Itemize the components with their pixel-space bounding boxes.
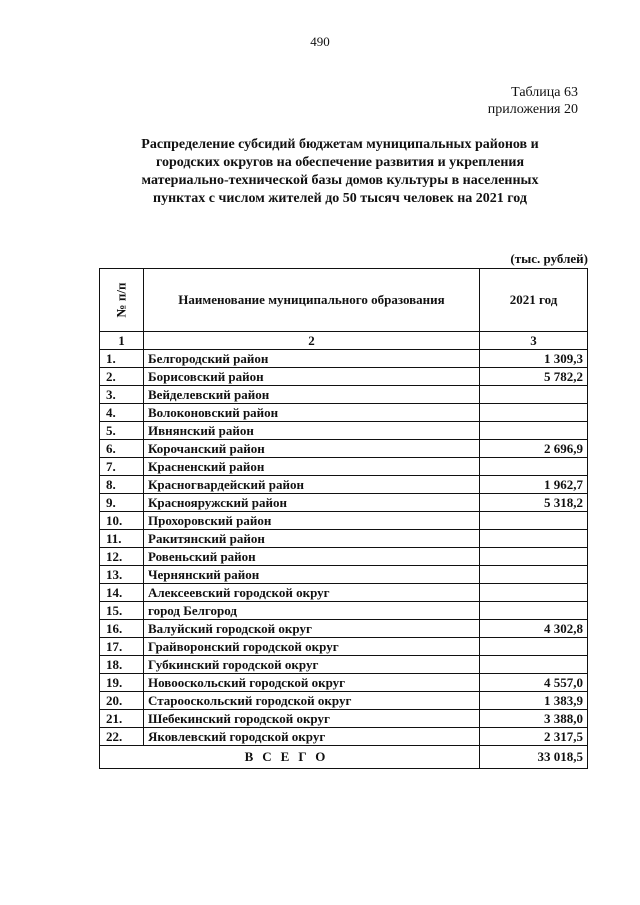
col-index-2: 2 (144, 332, 480, 350)
row-name: Новооскольский городской округ (144, 674, 480, 692)
table-ref-line1: Таблица 63 (511, 85, 578, 100)
row-number: 5. (100, 422, 144, 440)
row-value (480, 512, 588, 530)
row-name: Корочанский район (144, 440, 480, 458)
row-number: 13. (100, 566, 144, 584)
table-row (100, 710, 588, 728)
row-value (480, 566, 588, 584)
row-number: 22. (100, 728, 144, 746)
row-number: 6. (100, 440, 144, 458)
row-value (480, 422, 588, 440)
row-number: 9. (100, 494, 144, 512)
row-name: Губкинский городской округ (144, 656, 480, 674)
row-value (480, 530, 588, 548)
table-row (100, 422, 588, 440)
header-num: № п/п (113, 282, 129, 318)
row-value: 2 696,9 (480, 440, 588, 458)
row-value (480, 584, 588, 602)
row-number: 3. (100, 386, 144, 404)
row-number: 7. (100, 458, 144, 476)
row-name: Ровеньский район (144, 548, 480, 566)
row-value (480, 458, 588, 476)
header-row (100, 269, 588, 332)
row-value (480, 602, 588, 620)
row-value (480, 548, 588, 566)
row-value: 2 317,5 (480, 728, 588, 746)
row-value (480, 404, 588, 422)
header-year: 2021 год (480, 269, 588, 332)
col-index-1: 1 (100, 332, 144, 350)
row-value (480, 638, 588, 656)
row-name: Грайворонский городской округ (144, 638, 480, 656)
row-name: Алексеевский городской округ (144, 584, 480, 602)
row-name: Волоконовский район (144, 404, 480, 422)
table-row (100, 494, 588, 512)
col-index-3: 3 (480, 332, 588, 350)
total-row (100, 746, 588, 769)
table-row (100, 548, 588, 566)
row-name: Борисовский район (144, 368, 480, 386)
row-number: 11. (100, 530, 144, 548)
row-value (480, 656, 588, 674)
row-name: город Белгород (144, 602, 480, 620)
table-row (100, 476, 588, 494)
column-index-row (100, 332, 588, 350)
header-num-cell (100, 269, 144, 332)
row-number: 12. (100, 548, 144, 566)
row-number: 17. (100, 638, 144, 656)
row-value: 1 309,3 (480, 350, 588, 368)
row-name: Вейделевский район (144, 386, 480, 404)
row-name: Шебекинский городской округ (144, 710, 480, 728)
row-number: 16. (100, 620, 144, 638)
table-row (100, 638, 588, 656)
row-number: 2. (100, 368, 144, 386)
row-value: 1 962,7 (480, 476, 588, 494)
header-name: Наименование муниципального образования (144, 269, 480, 332)
total-label: ВСЕГО (100, 746, 480, 769)
title-line2: городских округов на обеспечение развития и укрепления (155, 155, 525, 170)
table-row (100, 386, 588, 404)
row-value: 4 557,0 (480, 674, 588, 692)
unit-label: (тыс. рублей) (510, 251, 588, 266)
row-number: 1. (100, 350, 144, 368)
table-row (100, 512, 588, 530)
row-value: 4 302,8 (480, 620, 588, 638)
row-name: Чернянский район (144, 566, 480, 584)
row-number: 21. (100, 710, 144, 728)
row-number: 14. (100, 584, 144, 602)
table-row (100, 530, 588, 548)
row-number: 15. (100, 602, 144, 620)
row-value: 5 782,2 (480, 368, 588, 386)
document-title (100, 136, 580, 208)
row-name: Яковлевский городской округ (144, 728, 480, 746)
row-name: Краснояружский район (144, 494, 480, 512)
table-row (100, 656, 588, 674)
row-name: Прохоровский район (144, 512, 480, 530)
row-number: 8. (100, 476, 144, 494)
row-number: 19. (100, 674, 144, 692)
row-name: Ивнянский район (144, 422, 480, 440)
title-line1: Распределение субсидий бюджетам муниципальных районов и (141, 137, 539, 152)
table-row (100, 350, 588, 368)
title-line3: материально-технической базы домов культуры в населенных (141, 173, 539, 188)
total-value: 33 018,5 (480, 746, 588, 769)
table-row (100, 728, 588, 746)
table-ref-line2: приложения 20 (487, 102, 578, 117)
table-row (100, 440, 588, 458)
table-row (100, 584, 588, 602)
table-row (100, 566, 588, 584)
row-value: 1 383,9 (480, 692, 588, 710)
row-value: 3 388,0 (480, 710, 588, 728)
row-value: 5 318,2 (480, 494, 588, 512)
row-name: Красногвардейский район (144, 476, 480, 494)
title-line4: пунктах с числом жителей до 50 тысяч человек на 2021 год (153, 191, 527, 206)
row-number: 20. (100, 692, 144, 710)
row-name: Белгородский район (144, 350, 480, 368)
row-number: 10. (100, 512, 144, 530)
row-name: Валуйский городской округ (144, 620, 480, 638)
table-row (100, 692, 588, 710)
table-body (100, 350, 588, 746)
table-reference (488, 84, 578, 118)
table-row (100, 368, 588, 386)
row-name: Старооскольский городской округ (144, 692, 480, 710)
subsidy-table (99, 268, 588, 769)
row-number: 18. (100, 656, 144, 674)
page-number: 490 (310, 34, 330, 49)
table-row (100, 404, 588, 422)
table-row (100, 620, 588, 638)
table-row (100, 674, 588, 692)
table-row (100, 458, 588, 476)
row-number: 4. (100, 404, 144, 422)
row-name: Красненский район (144, 458, 480, 476)
table-row (100, 602, 588, 620)
row-value (480, 386, 588, 404)
row-name: Ракитянский район (144, 530, 480, 548)
